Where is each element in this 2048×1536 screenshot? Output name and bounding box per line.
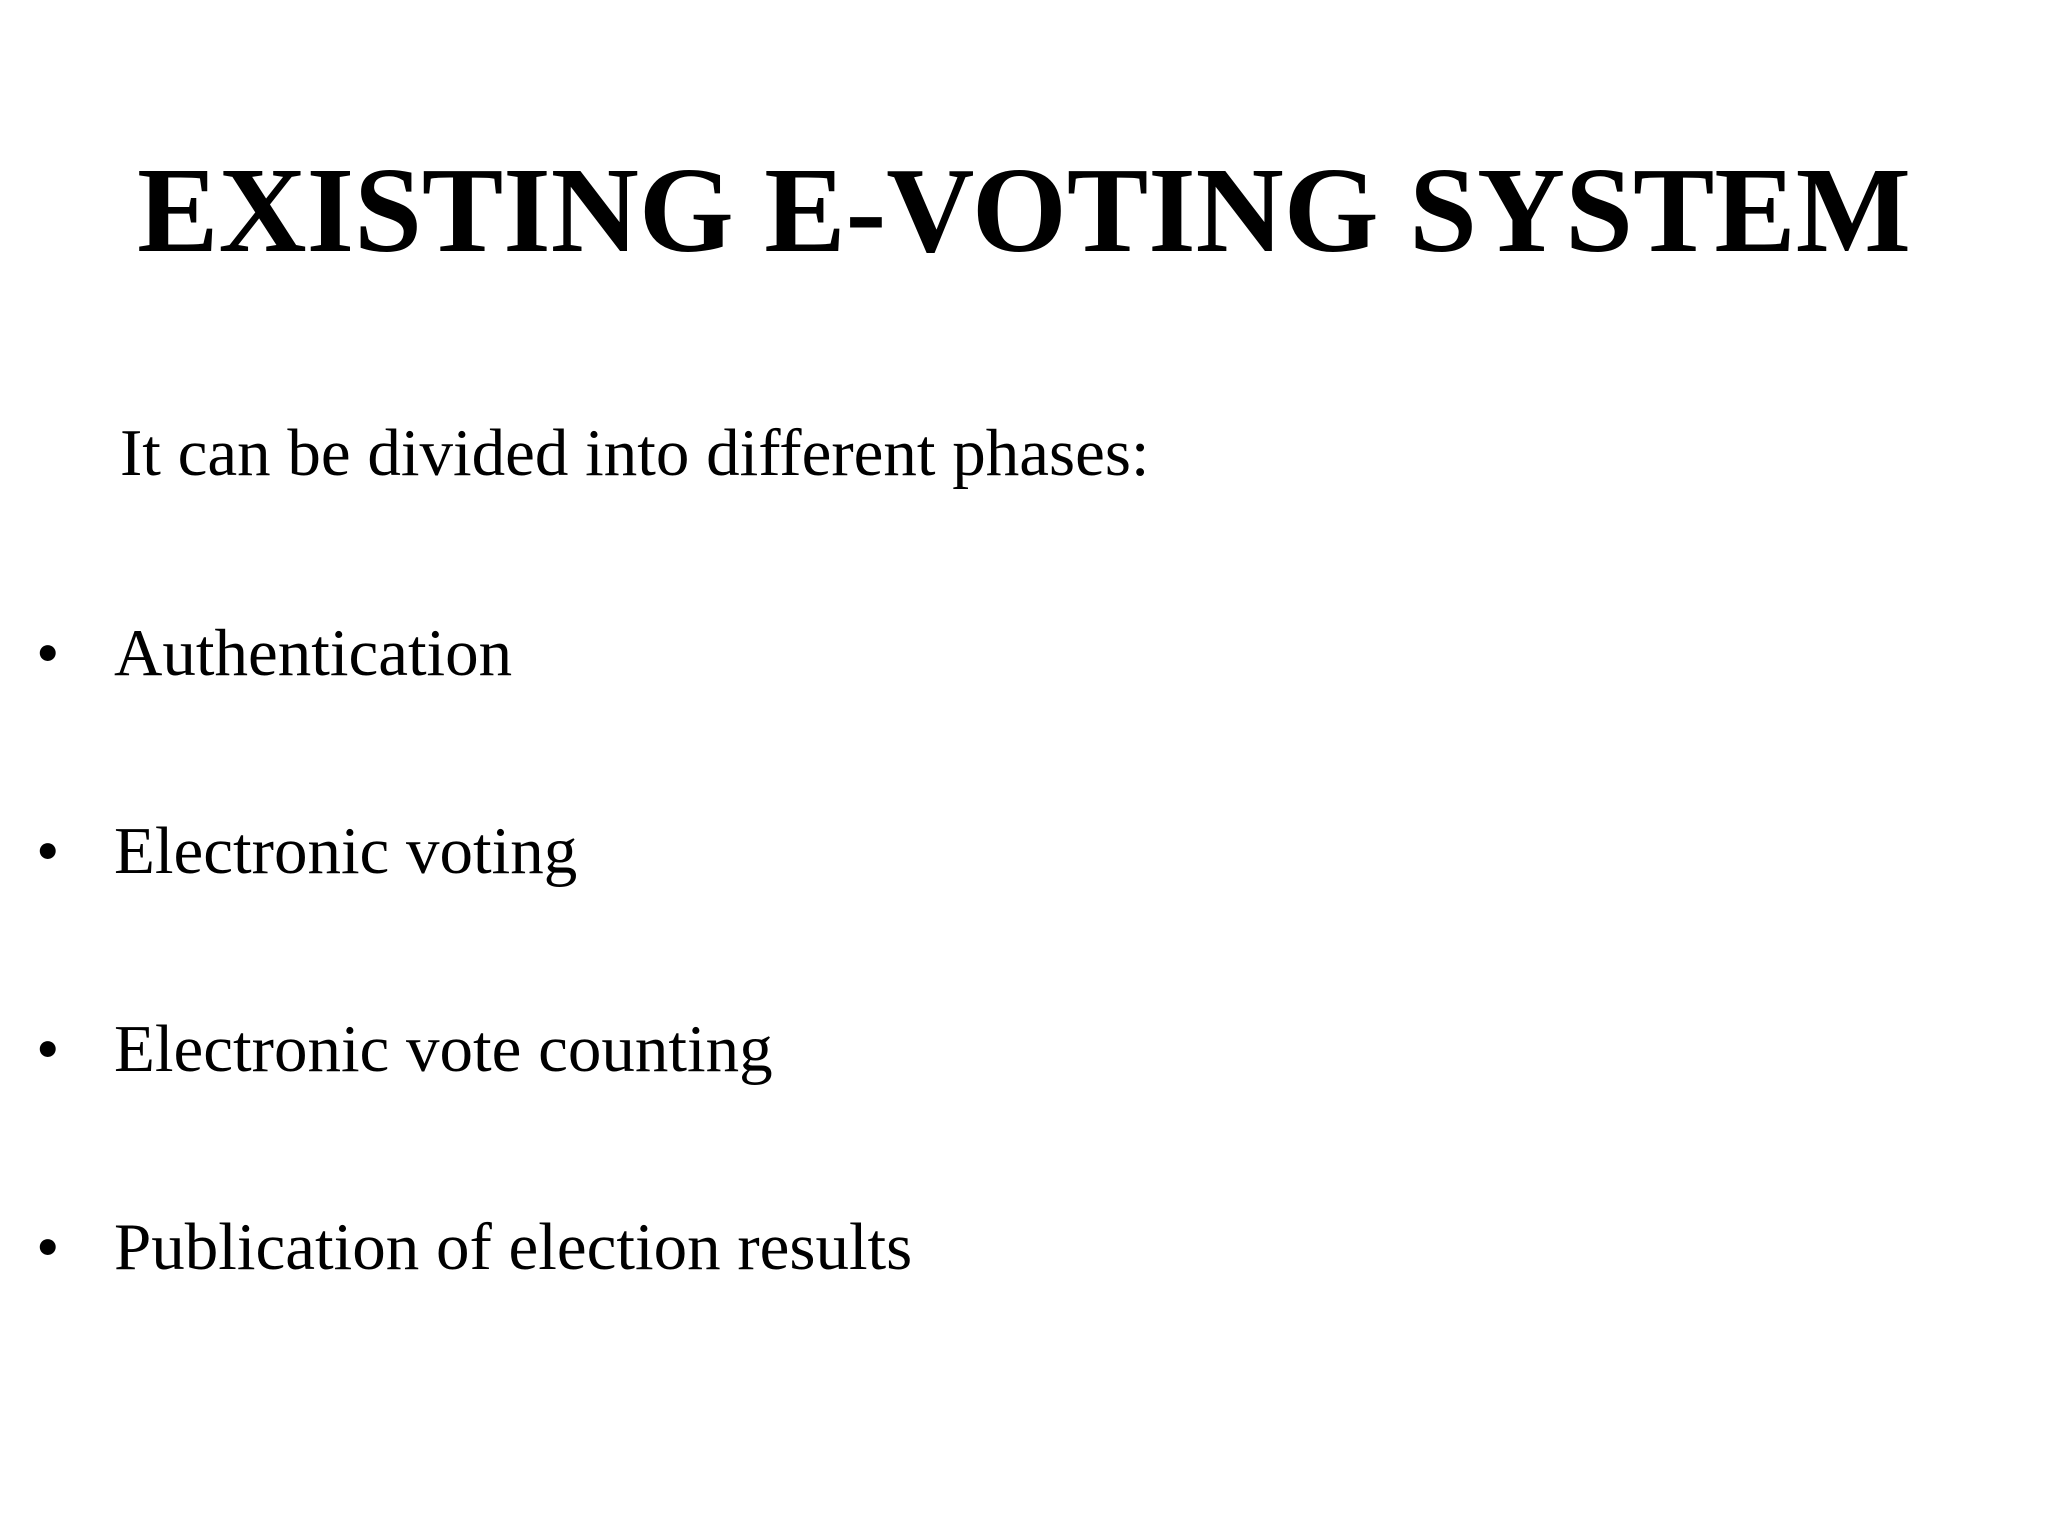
bullet-icon: • — [36, 616, 60, 690]
list-item — [0, 616, 1200, 700]
bullet-icon: • — [36, 1210, 60, 1284]
slide-title: EXISTING E-VOTING SYSTEM — [137, 143, 1911, 278]
list-item-label: Authentication — [114, 616, 513, 690]
list-item-label: Publication of election results — [114, 1210, 913, 1284]
bullet-icon: • — [36, 814, 60, 888]
list-item-label: Electronic vote counting — [114, 1012, 773, 1086]
list-item-label: Electronic voting — [114, 814, 578, 888]
list-item — [0, 1210, 1200, 1294]
intro-text: It can be divided into different phases: — [120, 416, 1150, 490]
bullet-icon: • — [36, 1012, 60, 1086]
list-item — [0, 814, 1200, 898]
list-item — [0, 1012, 1200, 1096]
